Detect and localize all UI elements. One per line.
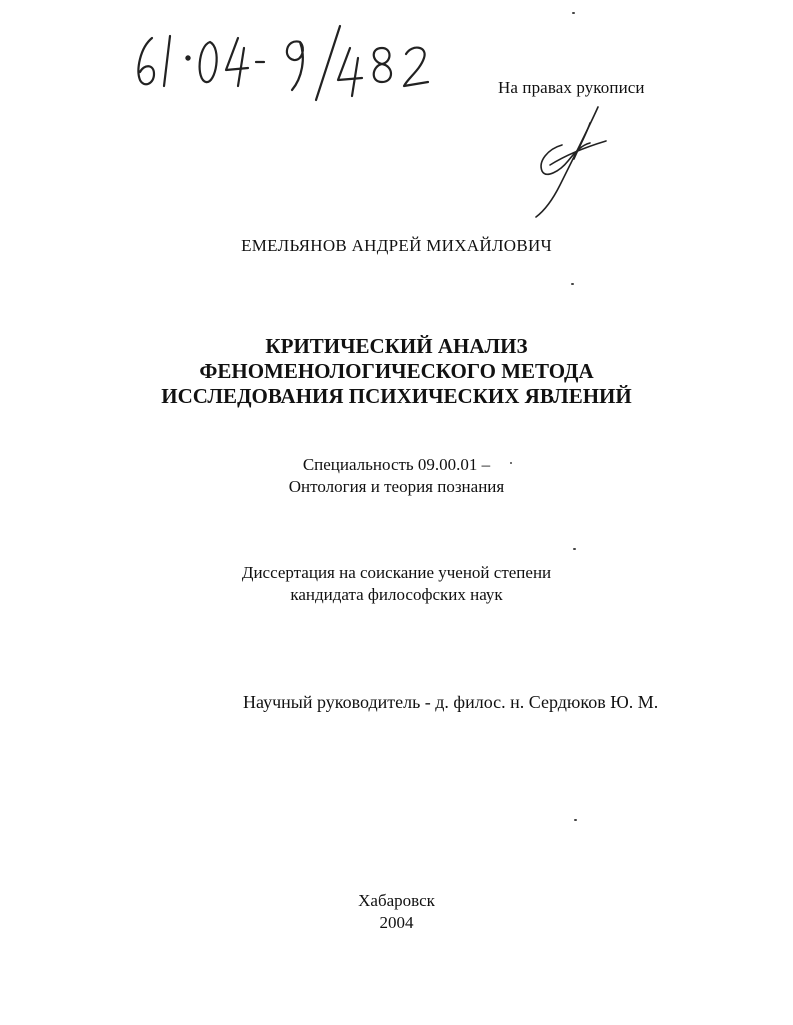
handwritten-archive-code xyxy=(130,18,450,108)
specialty-block xyxy=(0,454,793,498)
place-and-year xyxy=(0,890,793,934)
specialty-code: Специальность 09.00.01 – xyxy=(302,455,491,474)
handwritten-archive-code-drawing xyxy=(130,18,450,108)
author-name: ЕМЕЛЬЯНОВ АНДРЕЙ МИХАЙЛОВИЧ xyxy=(241,236,552,255)
specialty-name: Онтология и теория познания xyxy=(288,477,505,496)
scan-speck xyxy=(571,283,574,285)
signature-drawing xyxy=(520,105,620,220)
degree-line-1: Диссертация на соискание ученой степени xyxy=(241,563,552,582)
title-line: ФЕНОМЕНОЛОГИЧЕСКОГО МЕТОДА xyxy=(199,359,594,383)
dissertation-title xyxy=(0,334,793,409)
title-line: КРИТИЧЕСКИЙ АНАЛИЗ xyxy=(265,334,528,358)
degree-line-2: кандидата философских наук xyxy=(290,585,503,604)
scan-speck xyxy=(510,462,512,464)
scan-speck xyxy=(572,12,575,14)
rights-note: На правах рукописи xyxy=(498,78,645,97)
title-line: ИССЛЕДОВАНИЯ ПСИХИЧЕСКИХ ЯВЛЕНИЙ xyxy=(161,384,632,408)
scan-speck xyxy=(573,548,576,550)
degree-statement xyxy=(0,562,793,606)
supervisor: Научный руководитель - д. филос. н. Сердюков Ю. М. xyxy=(243,692,659,712)
signature xyxy=(520,105,620,220)
city: Хабаровск xyxy=(358,891,435,910)
scan-speck xyxy=(574,819,577,821)
year: 2004 xyxy=(379,913,414,932)
